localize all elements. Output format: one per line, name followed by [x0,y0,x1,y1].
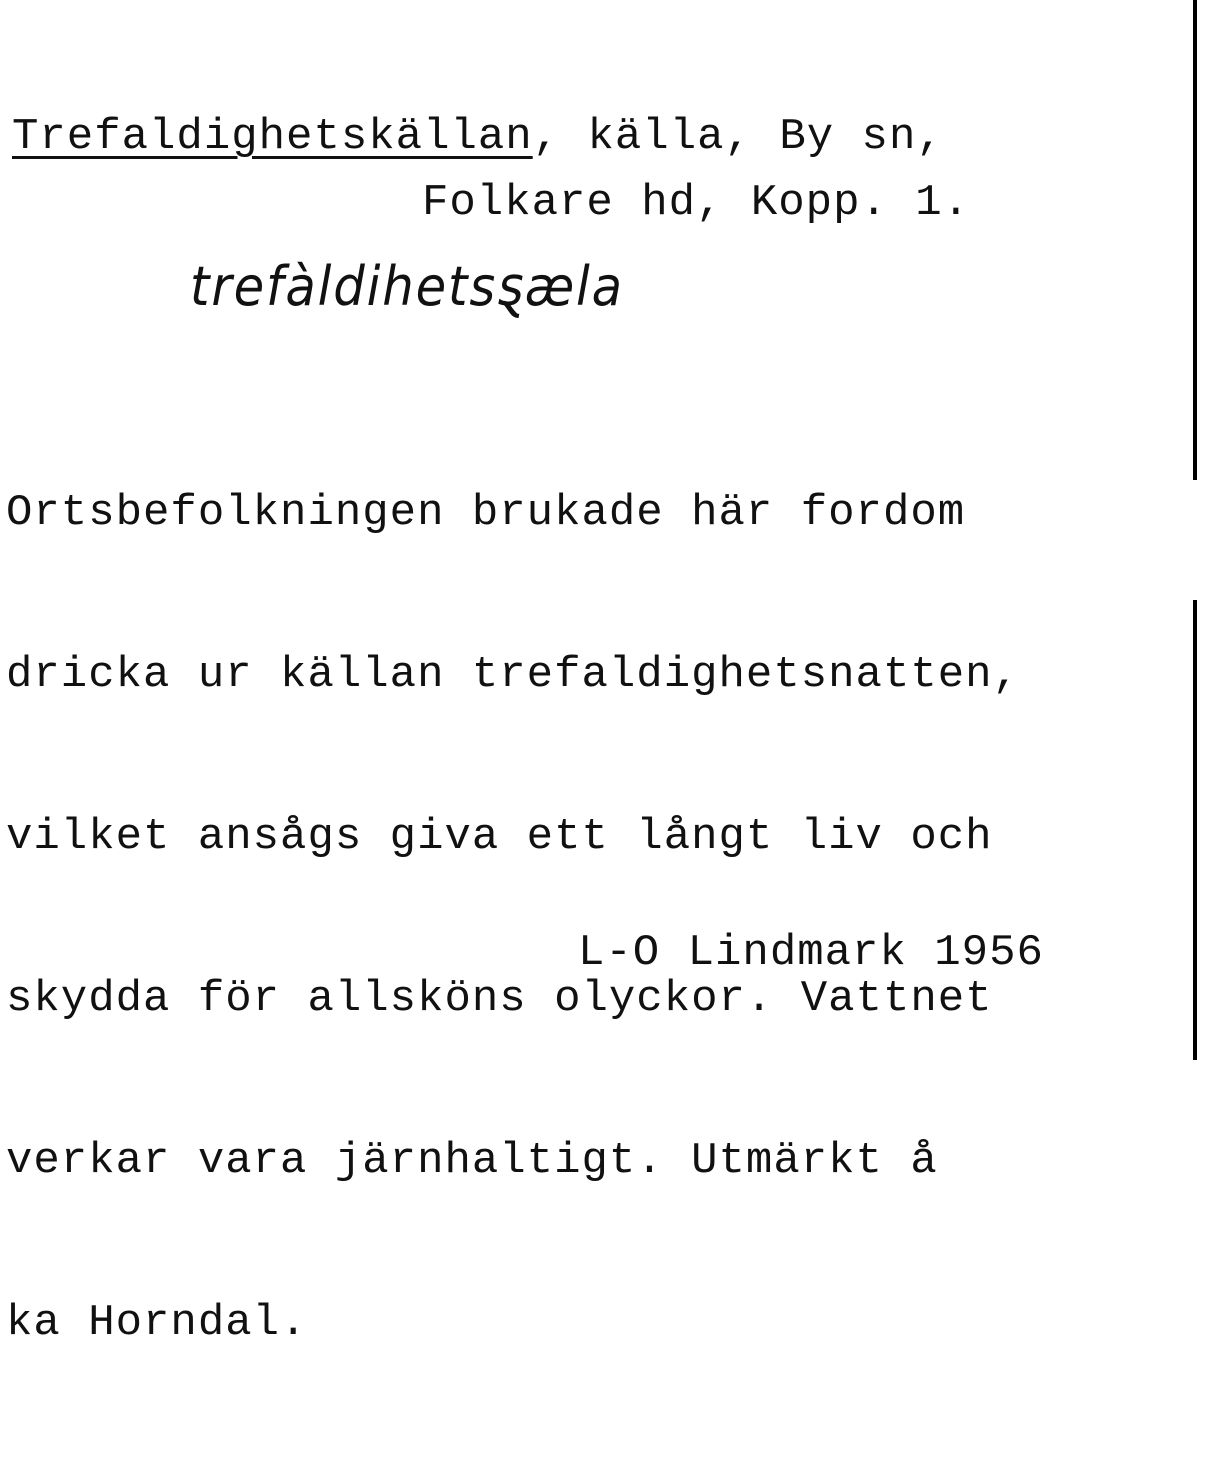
body-line: verkar vara järnhaltigt. Utmärkt å [6,1136,938,1186]
header-location: Folkare hd, Kopp. 1. [422,178,971,228]
headword: Trefaldighetskällan [12,112,533,162]
body-line: vilket ansågs giva ett långt liv och [6,812,993,862]
card-body [6,378,1020,1458]
body-line: Ortsbefolkningen brukade här fordom [6,488,966,538]
body-line: dricka ur källan trefaldighetsnatten, [6,650,1020,700]
body-line: skydda för allsköns olyckor. Vattnet [6,974,993,1024]
body-line: ka Horndal. [6,1298,308,1348]
card-header [12,112,944,162]
card-edge-gap [1192,480,1198,600]
signature: L-O Lindmark 1956 [578,928,1044,978]
header-classification: , källa, By sn, [532,112,944,162]
handwritten-pronunciation: trefàldihetsȿæla [190,255,624,318]
